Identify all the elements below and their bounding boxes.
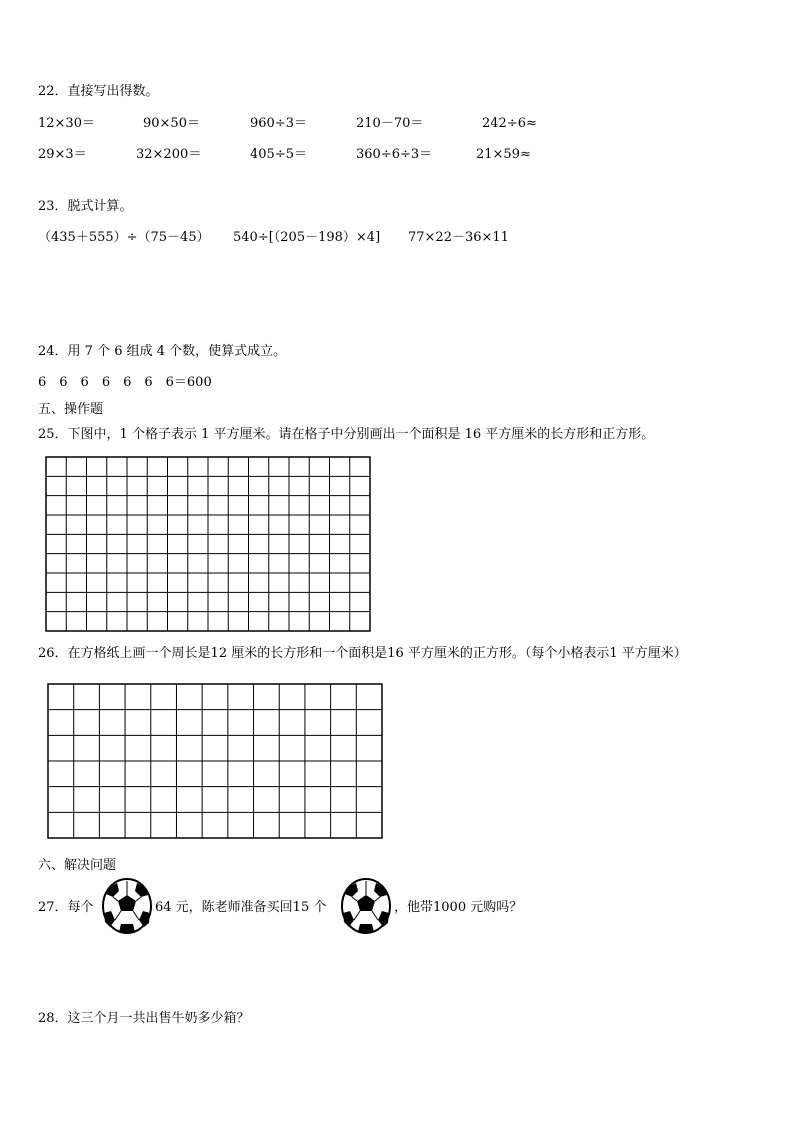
section-5-title: 五、操作题	[38, 402, 104, 417]
q22-item: 12×30＝	[38, 116, 95, 131]
soccer-ball-icon	[340, 877, 392, 935]
q26-square-grid[interactable]	[47, 683, 383, 839]
q22-item: 32×200＝	[136, 147, 202, 162]
q27-text-prefix: 27．每个	[38, 900, 94, 915]
q23-title: 23．脱式计算。	[38, 199, 133, 214]
soccer-ball-icon	[101, 877, 153, 935]
q23-expression: 540÷[（205－198）×4]	[233, 230, 381, 245]
q25-square-grid[interactable]	[45, 456, 371, 632]
q24-title: 24．用 7 个 6 组成 4 个数，使算式成立。	[38, 344, 287, 359]
q28-title: 28．这三个月一共出售牛奶多少箱？	[38, 1011, 250, 1026]
q23-expression: （435＋555）÷（75－45）	[38, 230, 210, 245]
q22-item: 405÷5＝	[250, 147, 307, 162]
q22-item: 242÷6≈	[482, 116, 537, 131]
q22-title: 22．直接写出得数。	[38, 84, 159, 99]
q26-title: 26．在方格纸上画一个周长是12 厘米的长方形和一个面积是16 平方厘米的正方形。（每个小格表示1 平方厘米）	[38, 646, 687, 661]
q27-text-suffix: ，他带1000 元购吗？	[394, 900, 523, 915]
q22-item: 960÷3＝	[250, 116, 307, 131]
q27-text-middle: 64 元，陈老师准备买回15 个	[155, 900, 327, 915]
q24-equation: 6 6 6 6 6 6 6＝600	[38, 375, 212, 390]
section-6-title: 六、解决问题	[38, 858, 117, 873]
q25-title: 25．下图中，1 个格子表示 1 平方厘米。请在格子中分别画出一个面积是 16 平方厘米的长方形和正方形。	[38, 427, 655, 442]
q22-item: 360÷6÷3＝	[356, 147, 433, 162]
q22-item: 29×3＝	[38, 147, 87, 162]
q22-item: 90×50＝	[143, 116, 200, 131]
q22-item: 210－70＝	[356, 116, 424, 131]
q23-expression: 77×22－36×11	[408, 230, 509, 245]
q22-item: 21×59≈	[476, 147, 531, 162]
